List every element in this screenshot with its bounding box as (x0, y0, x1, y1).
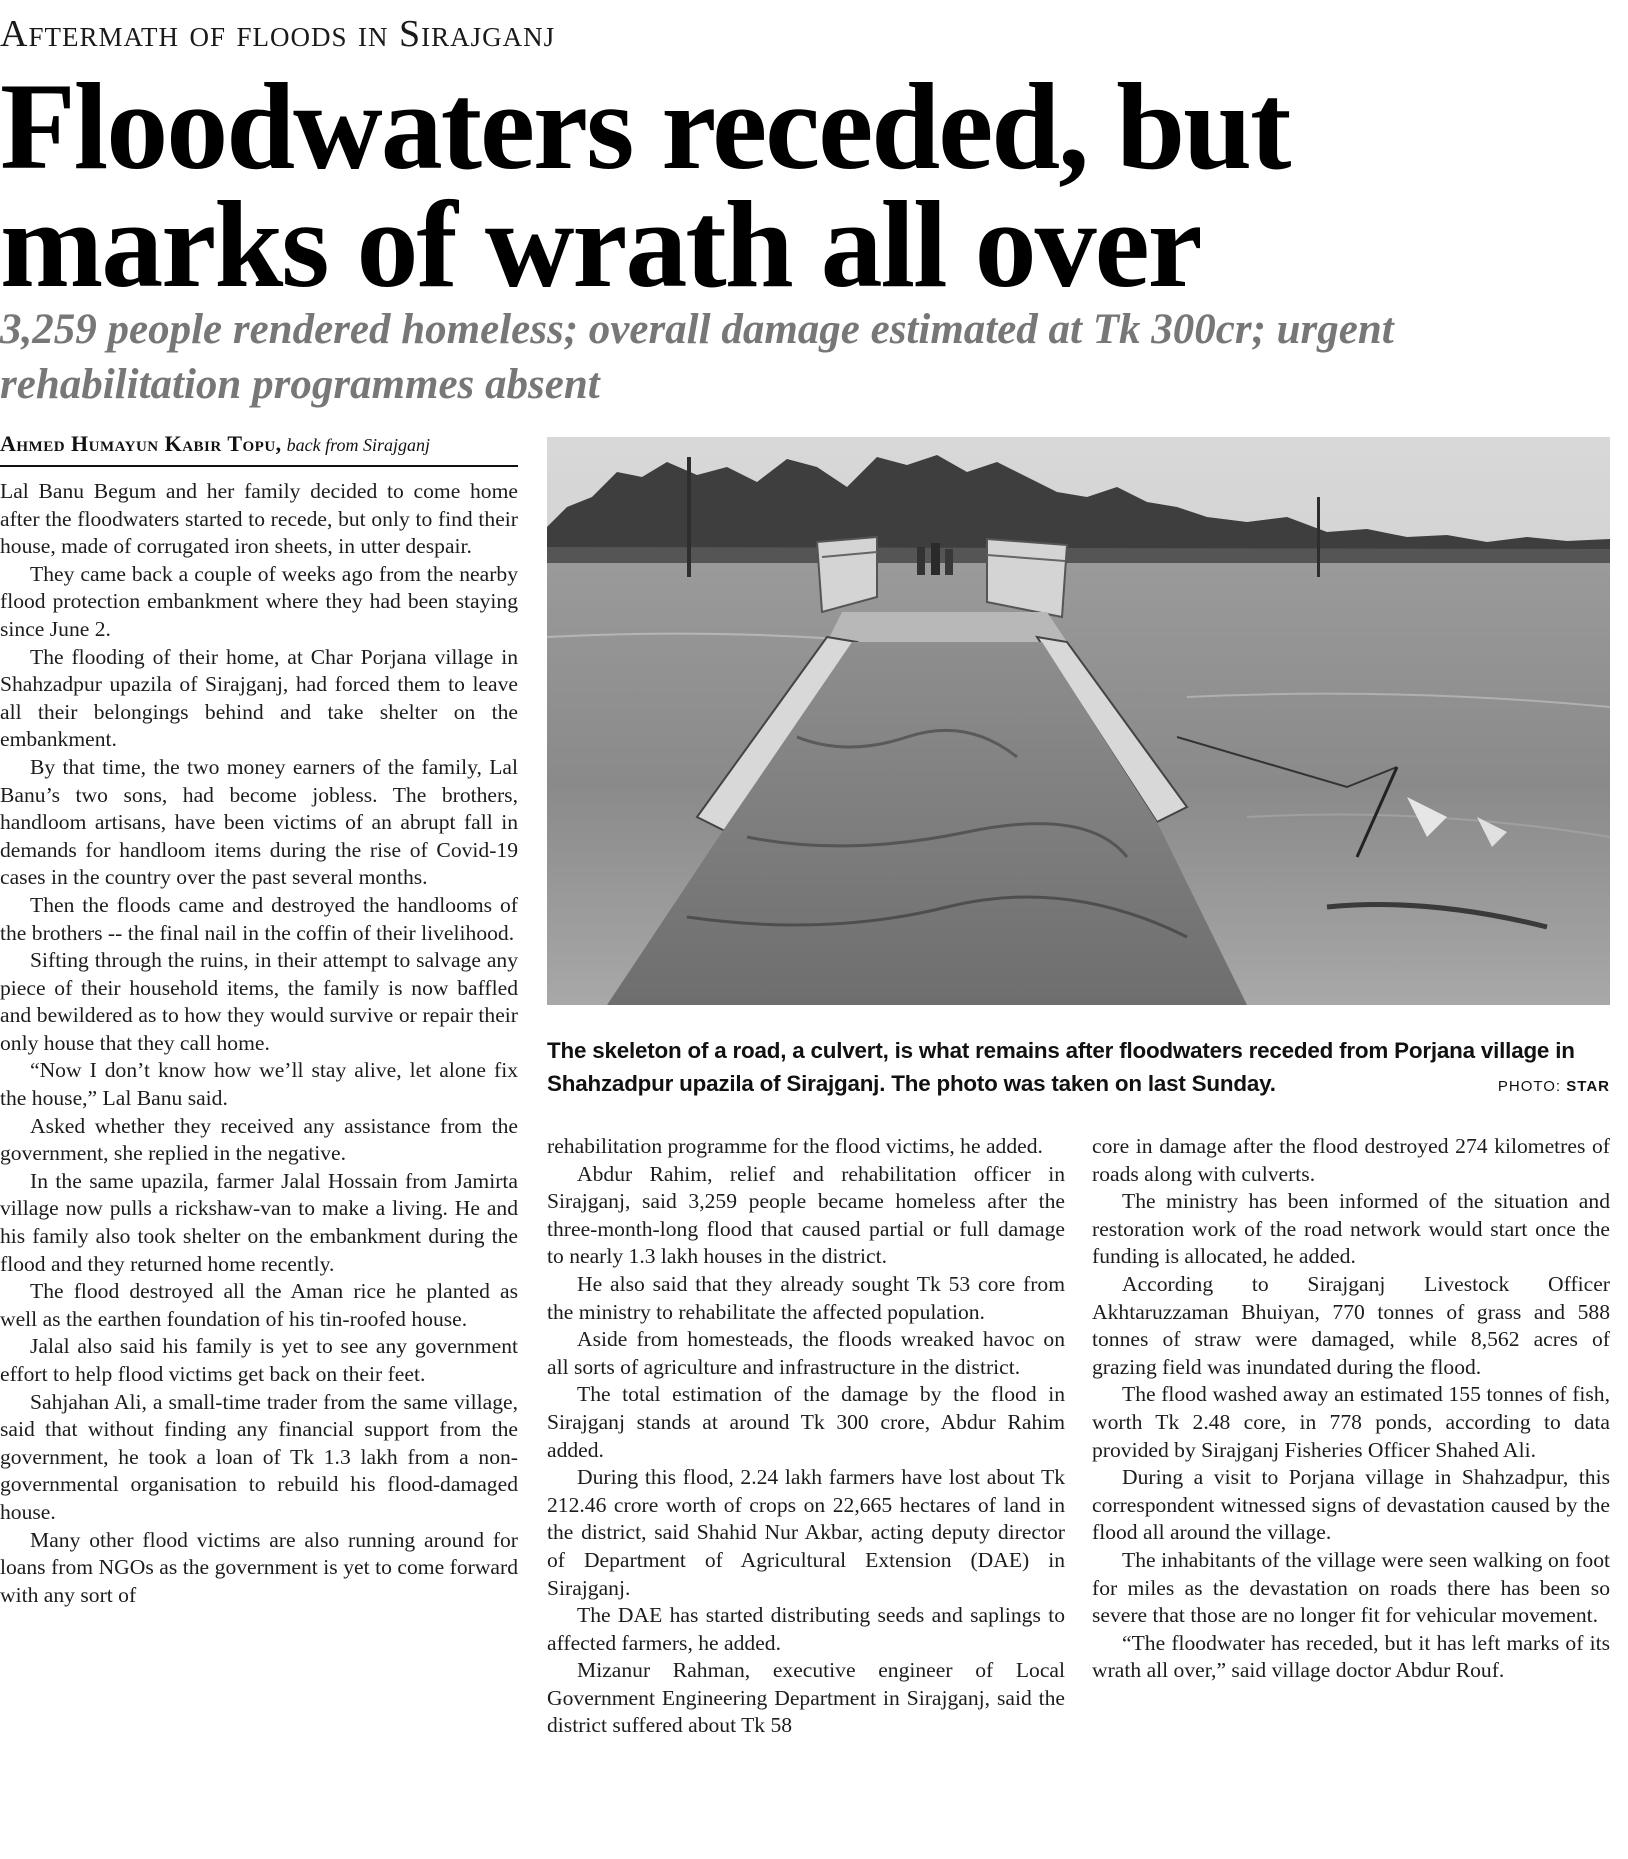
kicker: Aftermath of floods in Sirajganj (0, 13, 556, 55)
paragraph: The flood destroyed all the Aman rice he planted as well as the earthen foundation of his tin-roofed house. (0, 1279, 518, 1331)
paragraph: The ministry has been informed of the situation and restoration work of the road network would start once the funding is allocated, he added. (1092, 1189, 1610, 1269)
photo-credit-label: PHOTO: (1497, 1078, 1562, 1095)
paragraph: rehabilitation programme for the flood victims, he added. (547, 1134, 1043, 1158)
paragraph: Sahjahan Ali, a small-time trader from the same village, said that without finding any financial support from the government, he took a loan of Tk 1.3 lakh from a non-governmental organisation to rebuild his flood-damaged house. (0, 1389, 518, 1524)
paragraph: Sifting through the ruins, in their attempt to salvage any piece of their household items, the family is now baffled and bewildered as to how they would survive or repair their only house that they call home. (0, 948, 518, 1055)
paragraph: Aside from homesteads, the floods wreaked havoc on all sorts of agriculture and infrastructure in the district. (547, 1327, 1065, 1379)
deck-subheadline: 3,259 people rendered homeless; overall damage estimated at Tk 300cr; urgent rehabilitation programmes absent (0, 306, 1394, 408)
flood-photo (547, 437, 1610, 1005)
paragraph: Then the floods came and destroyed the handlooms of the brothers -- the final nail in the coffin of their livelihood. (0, 892, 518, 945)
byline-author: Ahmed Humayun Kabir Topu, (0, 431, 282, 456)
paragraph: In the same upazila, farmer Jalal Hossain from Jamirta village now pulls a rickshaw-van to make a living. He and his family also took shelter on the embankment during the flood and they returned home recently. (0, 1168, 518, 1276)
paragraph: They came back a couple of weeks ago from the nearby flood protection embankment where they had been staying since June 2. (0, 561, 518, 641)
paragraph: The flooding of their home, at Char Porjana village in Shahzadpur upazila of Sirajganj, had forced them to leave all their belongings behind and take shelter on the embankment. (0, 644, 518, 752)
culvert-photo-illustration (547, 437, 1610, 1005)
byline-location: back from Sirajganj (286, 435, 430, 455)
paragraph: By that time, the two money earners of the family, Lal Banu’s two sons, had become jobless. The brothers, handloom artisans, have been victims of an abrupt fall in demands for handloom items during the rise of Covid-19 cases in the country over the past several months. (0, 754, 518, 890)
headline: Floodwaters receded, but marks of wrath all over (0, 58, 1290, 313)
paragraph: The inhabitants of the village were seen walking on foot for miles as the devastation on roads there has been so severe that those are no longer fit for vehicular movement. (1092, 1547, 1610, 1628)
photo-credit (1420, 1078, 1610, 1095)
paragraph: Jalal also said his family is yet to see any government effort to help flood victims get back on their feet. (0, 1334, 518, 1386)
paragraph: He also said that they already sought Tk 53 core from the ministry to rehabilitate the affected population. (547, 1271, 1065, 1324)
byline (0, 430, 518, 467)
paragraph: During this flood, 2.24 lakh farmers have lost about Tk 212.46 crore worth of crops on 22,665 hectares of land in the district, said Shahid Nur Akbar, acting deputy director of Department of Agricultural Extension (DAE) in Sirajganj. (547, 1465, 1065, 1600)
article-column-1 (0, 478, 518, 1609)
photo-credit-source: STAR (1566, 1078, 1610, 1095)
paragraph: The total estimation of the damage by the flood in Sirajganj stands at around Tk 300 crore, Abdur Rahim added. (547, 1382, 1065, 1462)
photo-caption: The skeleton of a road, a culvert, is what remains after floodwaters receded from Porjana village in Shahzadpur upazila of Sirajganj. The photo was taken on last Sunday. (547, 1038, 1575, 1096)
article-column-3 (1092, 1133, 1610, 1685)
paragraph: core in damage after the flood destroyed 274 kilometres of roads along with culverts. (1092, 1134, 1610, 1186)
paragraph: The flood washed away an estimated 155 tonnes of fish, worth Tk 2.48 core, in 778 ponds, according to data provided by Sirajganj Fisheries Officer Shahed Ali. (1092, 1382, 1610, 1462)
paragraph: Asked whether they received any assistance from the government, she replied in the negative. (0, 1113, 518, 1166)
paragraph: During a visit to Porjana village in Shahzadpur, this correspondent witnessed signs of devastation caused by the flood all around the village. (1092, 1465, 1610, 1545)
paragraph: Lal Banu Begum and her family decided to come home after the floodwaters started to recede, but only to find their house, made of corrugated iron sheets, in utter despair. (0, 479, 518, 559)
paragraph: Abdur Rahim, relief and rehabilitation officer in Sirajganj, said 3,259 people became homeless after the three-month-long flood that caused partial or full damage to nearly 1.3 lakh houses in the district. (547, 1161, 1065, 1269)
paragraph: The DAE has started distributing seeds and saplings to affected farmers, he added. (547, 1603, 1065, 1655)
article-column-2 (547, 1133, 1065, 1740)
paragraph: Many other flood victims are also running around for loans from NGOs as the government is yet to come forward with any sort of (0, 1527, 518, 1607)
paragraph: “Now I don’t know how we’ll stay alive, let alone fix the house,” Lal Banu said. (0, 1058, 518, 1111)
paragraph: According to Sirajganj Livestock Officer Akhtaruzzaman Bhuiyan, 770 tonnes of grass and 588 tonnes of straw were damaged, while 8,562 acres of grazing field was inundated during the flood. (1092, 1271, 1610, 1379)
paragraph: Mizanur Rahman, executive engineer of Local Government Engineering Department in Sirajganj, said the district suffered about Tk 58 (547, 1658, 1065, 1738)
paragraph: “The floodwater has receded, but it has left marks of its wrath all over,” said village doctor Abdur Rouf. (1092, 1630, 1610, 1683)
